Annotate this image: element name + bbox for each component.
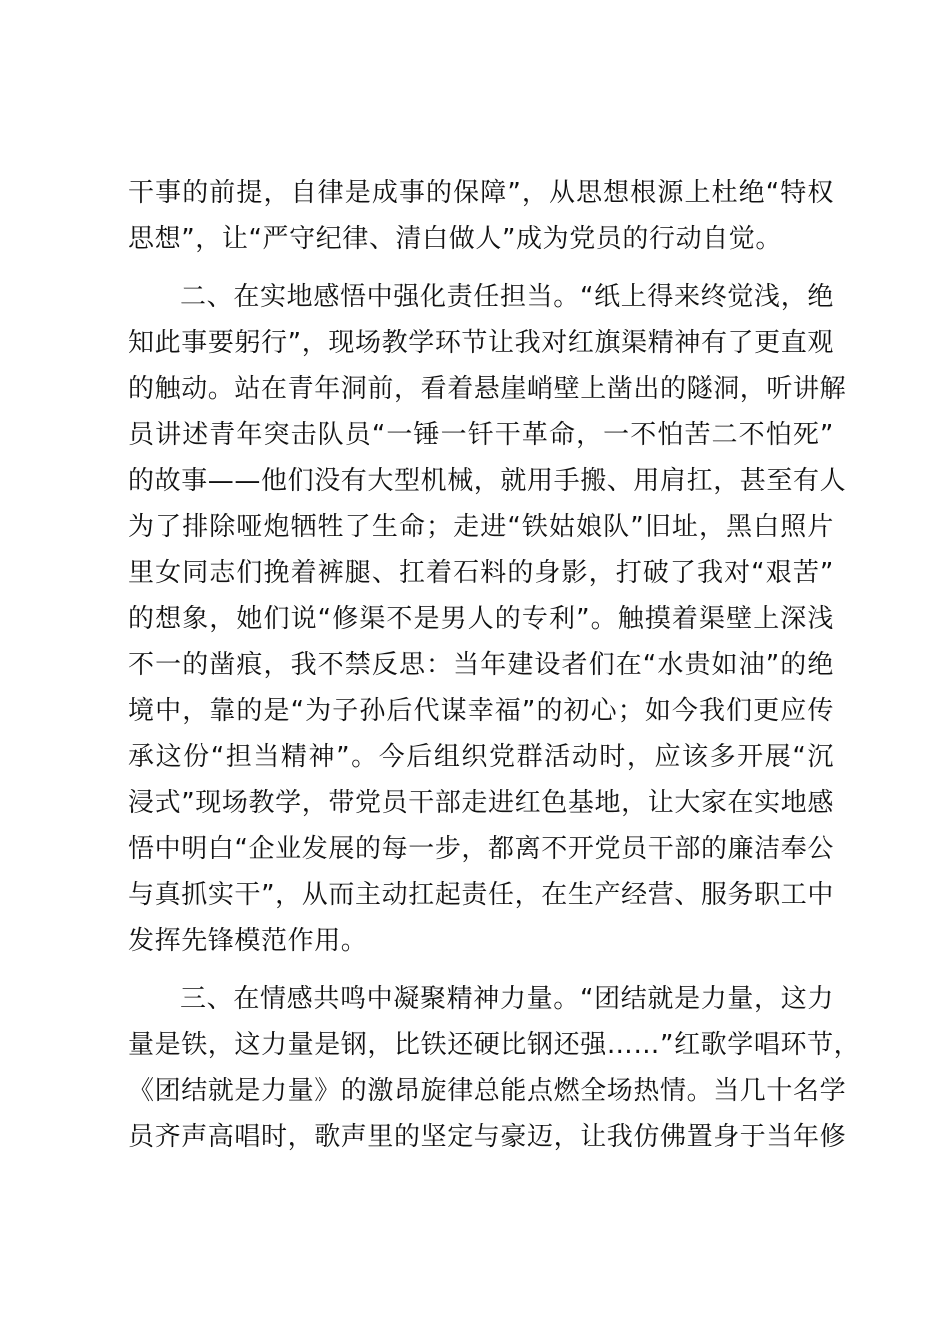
paragraph-line: 为了排除哑炮牺牲了生命；走进“铁姑娘队”旧址，黑白照片: [128, 512, 834, 542]
paragraph-line: 的故事——他们没有大型机械，就用手搬、用肩扛，甚至有人: [128, 466, 847, 496]
paragraph-line: 量是铁，这力量是钢，比铁还硬比钢还强……”红歌学唱环节，: [128, 1030, 861, 1060]
paragraph-line: 知此事要躬行”，现场教学环节让我对红旗渠精神有了更直观: [128, 328, 834, 358]
paragraph-line: 与真抓实干”，从而主动扛起责任，在生产经营、服务职工中: [128, 880, 834, 910]
paragraph-line: 的想象，她们说“修渠不是男人的专利”。触摸着渠壁上深浅: [128, 604, 834, 634]
paragraph-spacer: [128, 964, 834, 976]
paragraph-line: 二、在实地感悟中强化责任担当。“纸上得来终觉浅，绝: [180, 282, 834, 312]
paragraph-line: 员讲述青年突击队员“一锤一钎干革命，一不怕苦二不怕死”: [128, 420, 834, 450]
paragraph-line: 承这份“担当精神”。今后组织党群活动时，应该多开展“沉: [128, 742, 834, 772]
paragraph-3: [128, 976, 861, 1160]
paragraph-line: 《团结就是力量》的激昂旋律总能点燃全场热情。当几十名学: [128, 1076, 847, 1106]
paragraph-line: 三、在情感共鸣中凝聚精神力量。“团结就是力量，这力: [180, 984, 834, 1014]
paragraph-line: 思想”，让“严守纪律、清白做人”成为党员的行动自觉。: [128, 224, 783, 254]
paragraph-line: 悟中明白“企业发展的每一步，都离不开党员干部的廉洁奉公: [128, 834, 834, 864]
paragraph-line: 不一的凿痕，我不禁反思：当年建设者们在“水贵如油”的绝: [128, 650, 834, 680]
paragraph-spacer: [128, 262, 834, 274]
body-text: [128, 170, 861, 1160]
paragraph-line: 发挥先锋模范作用。: [128, 926, 368, 956]
paragraph-line: 境中，靠的是“为子孙后代谋幸福”的初心；如今我们更应传: [128, 696, 834, 726]
paragraph-line: 里女同志们挽着裤腿、扛着石料的身影，打破了我对“艰苦”: [128, 558, 834, 588]
paragraph-2: [128, 274, 847, 964]
paragraph-line: 的触动。站在青年洞前，看着悬崖峭壁上凿出的隧洞，听讲解: [128, 374, 847, 404]
paragraph-line: 浸式”现场教学，带党员干部走进红色基地，让大家在实地感: [128, 788, 834, 818]
paragraph-line: 员齐声高唱时，歌声里的坚定与豪迈，让我仿佛置身于当年修: [128, 1122, 847, 1152]
paragraph-line: 干事的前提，自律是成事的保障”，从思想根源上杜绝“特权: [128, 178, 834, 208]
paragraph-1: [128, 170, 834, 262]
